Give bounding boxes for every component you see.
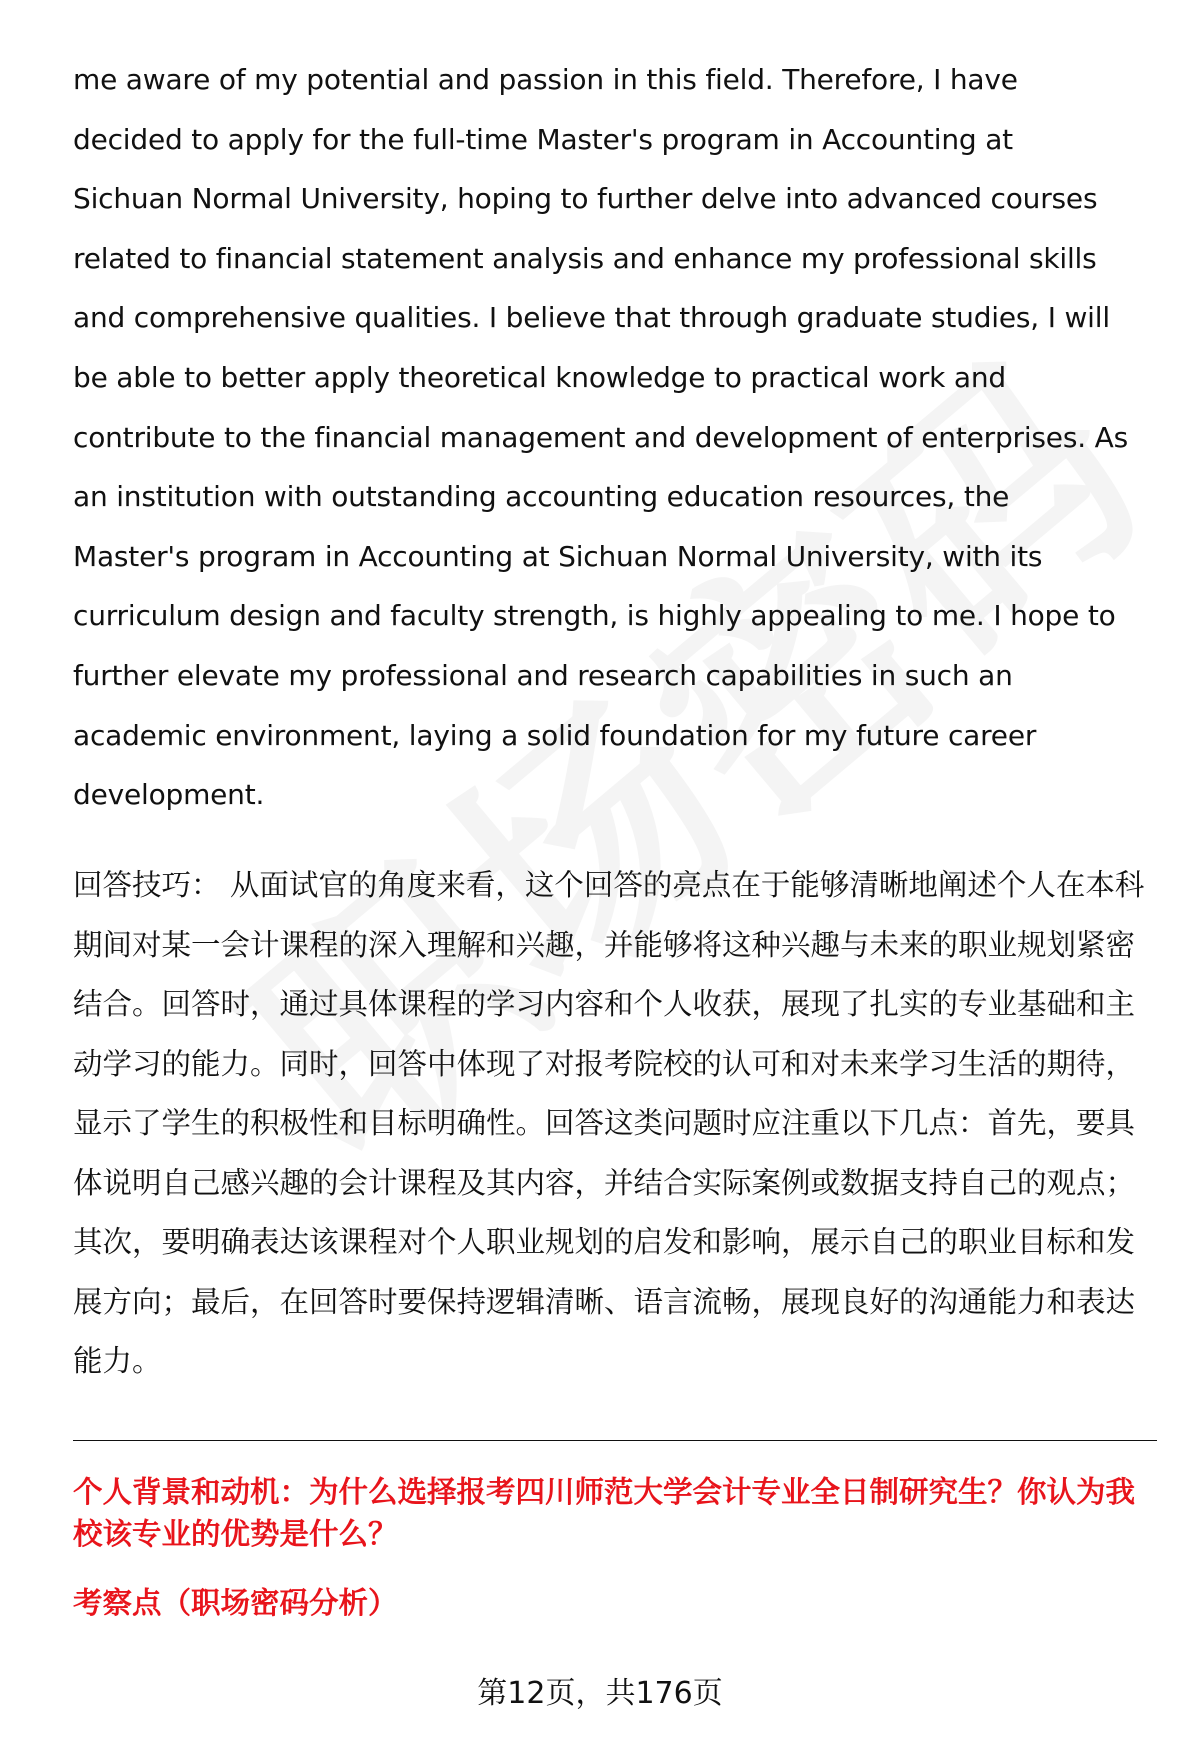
answer-line: decided to apply for the full-time Master's program in Accounting at xyxy=(73,122,1013,156)
tips-line: 结合。回答时，通过具体课程的学习内容和个人收获，展现了扎实的专业基础和主 xyxy=(73,987,1136,1021)
exam-point-heading: 考察点（职场密码分析） xyxy=(73,1586,398,1620)
tips-line: 体说明自己感兴趣的会计课程及其内容，并结合实际案例或数据支持自己的观点； xyxy=(73,1165,1136,1200)
question-line: 个人背景和动机：为什么选择报考四川师范大学会计专业全日制研究生？你认为我 xyxy=(73,1475,1136,1509)
page-number: 第12页，共176页 xyxy=(477,1676,723,1711)
question-line: 校该专业的优势是什么？ xyxy=(73,1517,398,1551)
tips-line: 期间对某一会计课程的深入理解和兴趣，并能够将这种兴趣与未来的职业规划紧密 xyxy=(73,927,1136,962)
answer-line: further elevate my professional and research capabilities in such an xyxy=(73,659,1013,692)
tips-line: 展方向；最后，在回答时要保持逻辑清晰、语言流畅，展现良好的沟通能力和表达 xyxy=(73,1284,1136,1319)
tips-line: 回答技巧： 从面试官的角度来看，这个回答的亮点在于能够清晰地阐述个人在本科 xyxy=(73,868,1145,902)
answer-line: and comprehensive qualities. I believe that through graduate studies, I will xyxy=(73,301,1110,335)
tips-line: 动学习的能力。同时，回答中体现了对报考院校的认可和对未来学习生活的期待， xyxy=(73,1046,1136,1081)
answer-line: an institution with outstanding accounting education resources, the xyxy=(73,480,1010,514)
answer-line: contribute to the financial management and development of enterprises. As xyxy=(73,420,1128,454)
answer-line: curriculum design and faculty strength, is highly appealing to me. I hope to xyxy=(73,599,1116,633)
answer-line: related to financial statement analysis and enhance my professional skills xyxy=(73,241,1097,275)
answer-line: Sichuan Normal University, hoping to further delve into advanced courses xyxy=(73,182,1098,216)
answer-line: development. xyxy=(73,778,265,812)
tips-line: 显示了学生的积极性和目标明确性。回答这类问题时应注重以下几点：首先，要具 xyxy=(73,1106,1136,1140)
answer-line: be able to better apply theoretical knowledge to practical work and xyxy=(73,361,1006,394)
answer-line: Master's program in Accounting at Sichuan Normal University, with its xyxy=(73,539,1043,573)
answer-line: me aware of my potential and passion in this field. Therefore, I have xyxy=(73,63,1018,96)
answer-line: academic environment, laying a solid foundation for my future career xyxy=(73,718,1037,752)
divider xyxy=(73,1440,1157,1441)
tips-line: 其次，要明确表达该课程对个人职业规划的启发和影响，展示自己的职业目标和发 xyxy=(73,1225,1136,1259)
tips-line: 能力。 xyxy=(73,1344,162,1378)
